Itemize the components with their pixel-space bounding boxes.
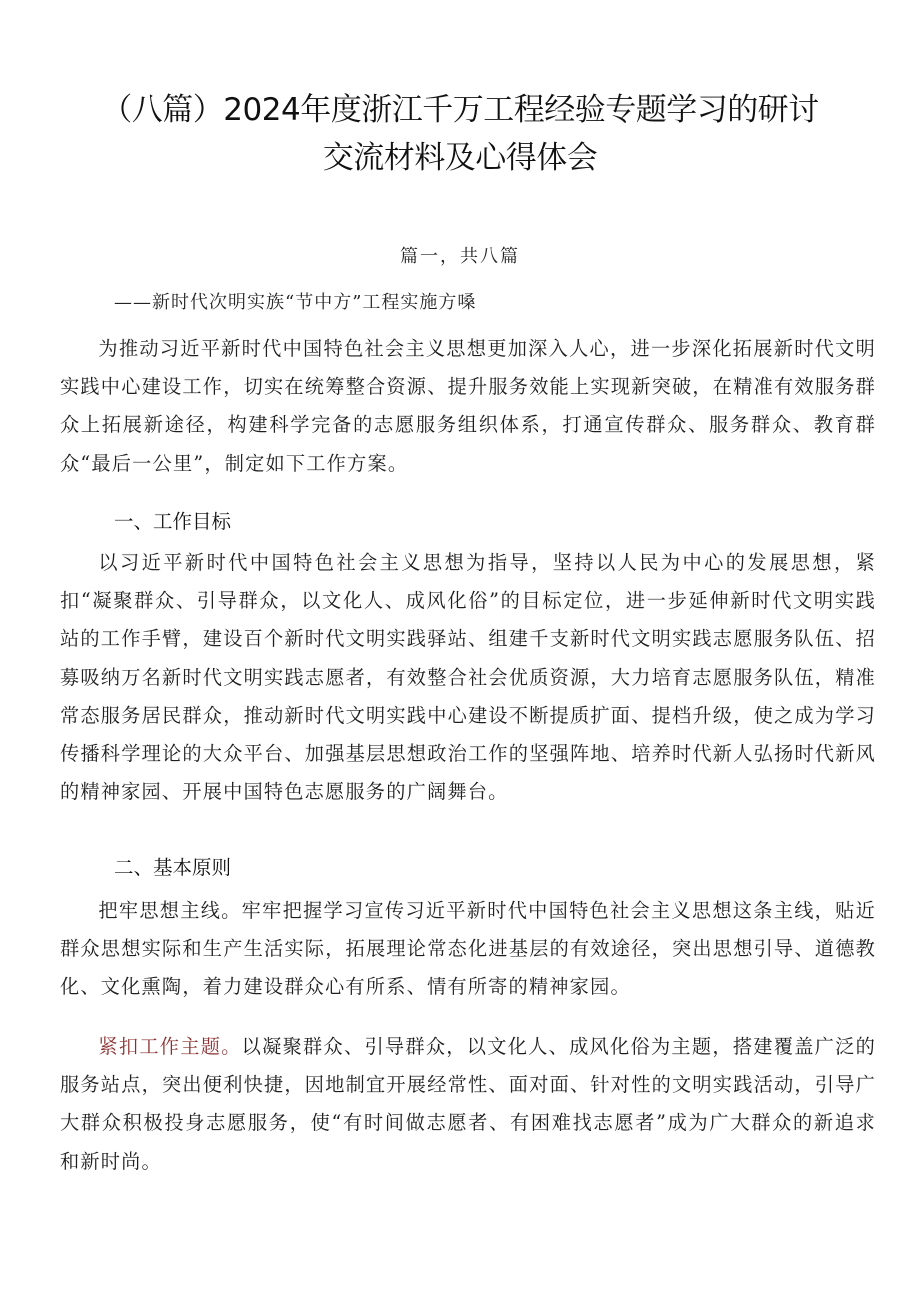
document-title-line-1: （八篇）2024年度浙江千万工程经验专题学习的研讨 [101, 92, 819, 128]
section-heading-goals: 一、工作目标 [114, 510, 232, 533]
paragraph-goals: 以习近平新时代中国特色社会主义思想为指导，坚持以人民为中心的发展思想，紧扣“凝聚群众、引导群众，以文化人、成风化俗”的目标定位，进一步延伸新时代文明实践站的工作手臂，建设百个新时代文明实践驿站、组建千支新时代文明实践志愿服务队伍、招募吸纳万名新时代文明实践志愿者，有效整合社会优质资源，大力培育志愿服务队伍，精准常态服务居民群众，推动新时代文明实践中心建设不断提质扩面、提档升级，使之成为学习传播科学理论的大众平台、加强基层思想政治工作的坚强阵地、培养时代新人弘扬时代新风的精神家园、开展中国特色志愿服务的广阔舞台。 [60, 551, 876, 804]
paragraph-intro: 为推动习近平新时代中国特色社会主义思想更加深入人心，进一步深化拓展新时代文明实践中心建设工作，切实在统筹整合资源、提升服务效能上实现新突破，在精准有效服务群众上拓展新途径，构建科学完备的志愿服务组织体系，打通宣传群众、服务群众、教育群众“最后一公里”，制定如下工作方案。 [60, 337, 876, 475]
document-subtitle: ——新时代次明实族“节中方”工程实施方嗓 [114, 292, 477, 313]
paragraph-principle-2 [60, 1028, 876, 1181]
paragraph-principle-2-body: 以凝聚群众、引导群众，以文化人、成风化俗为主题，搭建覆盖广泛的服务站点，突出便利快捷，因地制宜开展经常性、面对面、针对性的文明实践活动，引导广大群众积极投身志愿服务，使“有时间做志愿者、有困难找志愿者”成为广大群众的新追求和新时尚。 [60, 1035, 876, 1173]
document-title-line-2: 交流材料及心得体会 [322, 140, 598, 176]
section-heading-principles: 二、基本原则 [114, 856, 232, 879]
paragraph-principle-1: 把牢思想主线。牢牢把握学习宣传习近平新时代中国特色社会主义思想这条主线，贴近群众思想实际和生产生活实际，拓展理论常态化进基层的有效途径，突出思想引导、道德教化、文化熏陶，着力建设群众心有所系、情有所寄的精神家园。 [60, 899, 876, 999]
part-label: 篇一，共八篇 [400, 246, 520, 267]
paragraph-principle-2-lead: 紧扣工作主题。 [98, 1035, 242, 1058]
